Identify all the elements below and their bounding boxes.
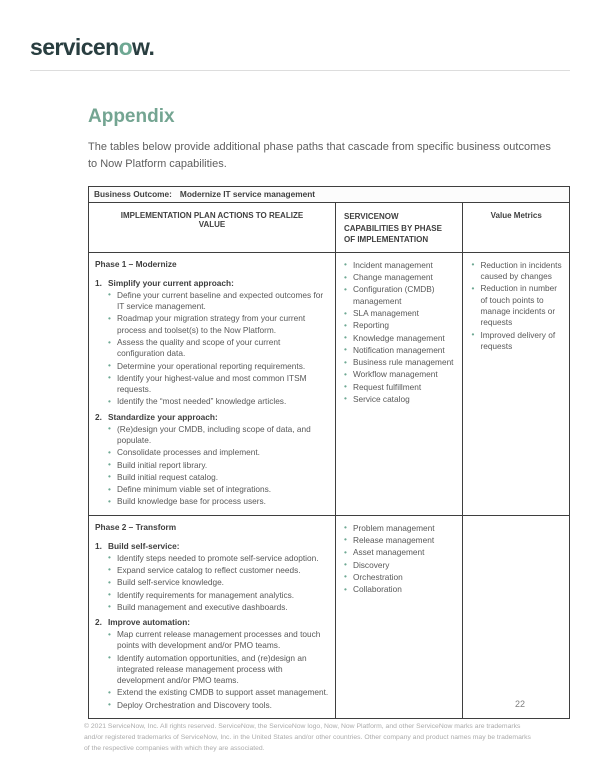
phase1-group2-items bbox=[94, 424, 330, 508]
business-outcome-bar bbox=[89, 187, 569, 203]
group-number: 1. bbox=[95, 277, 102, 288]
bullet-item: • Orchestration bbox=[344, 572, 457, 583]
bullet-item: • Build management and executive dashboards. bbox=[108, 602, 330, 613]
bullet-item: • Discovery bbox=[344, 560, 457, 571]
phase1-row bbox=[89, 252, 569, 515]
bullet-item: • Define your current baseline and expected outcomes for IT service management. bbox=[108, 290, 330, 313]
bullet-item: • Define minimum viable set of integrations. bbox=[108, 484, 330, 495]
footer-legal: © 2021 ServiceNow, Inc. All rights reserved. ServiceNow, the ServiceNow logo, Now, Now Platform, and other ServiceNow marks are trademarks and/or registered trademarks of ServiceNow, Inc. in the United States and/or other countries. Other company and product names may be trademarks of the respective companies with which they are associated. bbox=[84, 723, 531, 752]
phase1-group2 bbox=[94, 412, 330, 508]
group-number: 1. bbox=[95, 540, 102, 551]
phase1-actions-cell bbox=[89, 253, 335, 515]
bullet-item: • Extend the existing CMDB to support asset management. bbox=[108, 687, 330, 698]
bullet-item: • Business rule management bbox=[344, 357, 457, 368]
bullet-item: • Determine your operational reporting requirements. bbox=[108, 361, 330, 372]
bullet-item: • Service catalog bbox=[344, 394, 457, 405]
bullet-item: • Reporting bbox=[344, 320, 457, 331]
phase2-capabilities-list bbox=[341, 521, 457, 596]
page-title: Appendix bbox=[88, 106, 175, 127]
logo-text-right: w. bbox=[132, 34, 155, 60]
bullet-item: • Reduction in incidents caused by changes bbox=[471, 260, 564, 283]
bullet-item: • Identify your highest-value and most common ITSM requests. bbox=[108, 373, 330, 396]
phase2-capabilities-cell bbox=[335, 516, 462, 718]
bullet-item: • Collaboration bbox=[344, 584, 457, 595]
bullet-item: • Identify steps needed to promote self-service adoption. bbox=[108, 553, 330, 564]
bullet-item: • Incident management bbox=[344, 260, 457, 271]
bullet-item: • Expand service catalog to reflect customer needs. bbox=[108, 565, 330, 576]
column-header-value-metrics: Value Metrics bbox=[462, 203, 569, 252]
bullet-item: • Assess the quality and scope of your current configuration data. bbox=[108, 337, 330, 360]
bullet-item: • Identify the “most needed” knowledge articles. bbox=[108, 396, 330, 407]
group-title: Simplify your current approach: bbox=[108, 277, 234, 288]
outcome-table bbox=[88, 186, 570, 719]
bullet-item: • Build initial report library. bbox=[108, 460, 330, 471]
bullet-item: • Release management bbox=[344, 535, 457, 546]
phase2-metrics-cell bbox=[462, 516, 569, 718]
bullet-item: • Improved delivery of requests bbox=[471, 330, 564, 353]
group-title: Improve automation: bbox=[108, 617, 191, 628]
bullet-item: • Build knowledge base for process users. bbox=[108, 496, 330, 507]
bullet-item: • SLA management bbox=[344, 308, 457, 319]
page-number: 22 bbox=[514, 699, 525, 709]
bullet-item: • Reduction in number of touch points to manage incidents or requests bbox=[471, 283, 564, 328]
bullet-item: • Workflow management bbox=[344, 369, 457, 380]
group-title: Build self-service: bbox=[108, 540, 180, 551]
group-number: 2. bbox=[95, 411, 102, 422]
bullet-item: • Roadmap your migration strategy from your current process and toolset(s) to the Now Platform. bbox=[108, 313, 330, 336]
bullet-item: • Notification management bbox=[344, 345, 457, 356]
bullet-item: • Change management bbox=[344, 272, 457, 283]
column-header-capabilities: SERVICENOW CAPABILITIES BY PHASE OF IMPLEMENTATION bbox=[335, 203, 462, 252]
group-number: 2. bbox=[95, 617, 102, 628]
bullet-item: • Build initial request catalog. bbox=[108, 472, 330, 483]
bullet-item: • (Re)design your CMDB, including scope of data, and populate. bbox=[108, 424, 330, 447]
servicenow-logo bbox=[30, 34, 154, 61]
bullet-item: • Asset management bbox=[344, 547, 457, 558]
bullet-item: • Problem management bbox=[344, 523, 457, 534]
phase2-group2 bbox=[94, 617, 330, 711]
bullet-item: • Configuration (CMDB) management bbox=[344, 284, 457, 307]
group-title: Standardize your approach: bbox=[108, 411, 218, 422]
phase2-row bbox=[89, 515, 569, 718]
phase2-group1-items bbox=[94, 553, 330, 613]
phase2-group2-items bbox=[94, 629, 330, 711]
page-content bbox=[88, 106, 570, 719]
business-outcome-label: Business Outcome: bbox=[94, 189, 172, 200]
phase1-capabilities-cell bbox=[335, 253, 462, 515]
logo-green-o: o bbox=[118, 34, 133, 60]
phase1-metrics-cell bbox=[462, 253, 569, 515]
phase1-title: Phase 1 – Modernize bbox=[95, 258, 177, 269]
bullet-item: • Deploy Orchestration and Discovery tools. bbox=[108, 700, 330, 711]
phase2-metrics-list bbox=[468, 521, 564, 523]
phase1-group1 bbox=[94, 278, 330, 408]
phase1-metrics-list bbox=[468, 258, 564, 352]
bullet-item: • Map current release management processes and touch points with development and/or PMO teams. bbox=[108, 629, 330, 652]
bullet-item: • Identify requirements for management analytics. bbox=[108, 590, 330, 601]
bullet-item: • Request fulfillment bbox=[344, 382, 457, 393]
table-header-row bbox=[89, 203, 569, 252]
bullet-item: • Knowledge management bbox=[344, 333, 457, 344]
phase2-title: Phase 2 – Transform bbox=[95, 521, 177, 532]
phase1-group1-items bbox=[94, 290, 330, 408]
phase2-group1 bbox=[94, 541, 330, 613]
phase1-capabilities-list bbox=[341, 258, 457, 405]
header-divider bbox=[30, 70, 570, 71]
business-outcome-value: Modernize IT service management bbox=[179, 189, 316, 200]
bullet-item: • Build self-service knowledge. bbox=[108, 577, 330, 588]
bullet-item: • Consolidate processes and implement. bbox=[108, 447, 330, 458]
intro-text: The tables below provide additional phase paths that cascade from specific business outcomes to Now Platform capabilities. bbox=[88, 141, 551, 171]
bullet-item: • Identify automation opportunities, and (re)design an integrated release management process with development and/or PMO teams. bbox=[108, 653, 330, 687]
phase2-actions-cell bbox=[89, 516, 335, 718]
column-header-actions: IMPLEMENTATION PLAN ACTIONS TO REALIZE VALUE bbox=[120, 211, 304, 230]
logo-text-left: servicen bbox=[30, 34, 119, 60]
